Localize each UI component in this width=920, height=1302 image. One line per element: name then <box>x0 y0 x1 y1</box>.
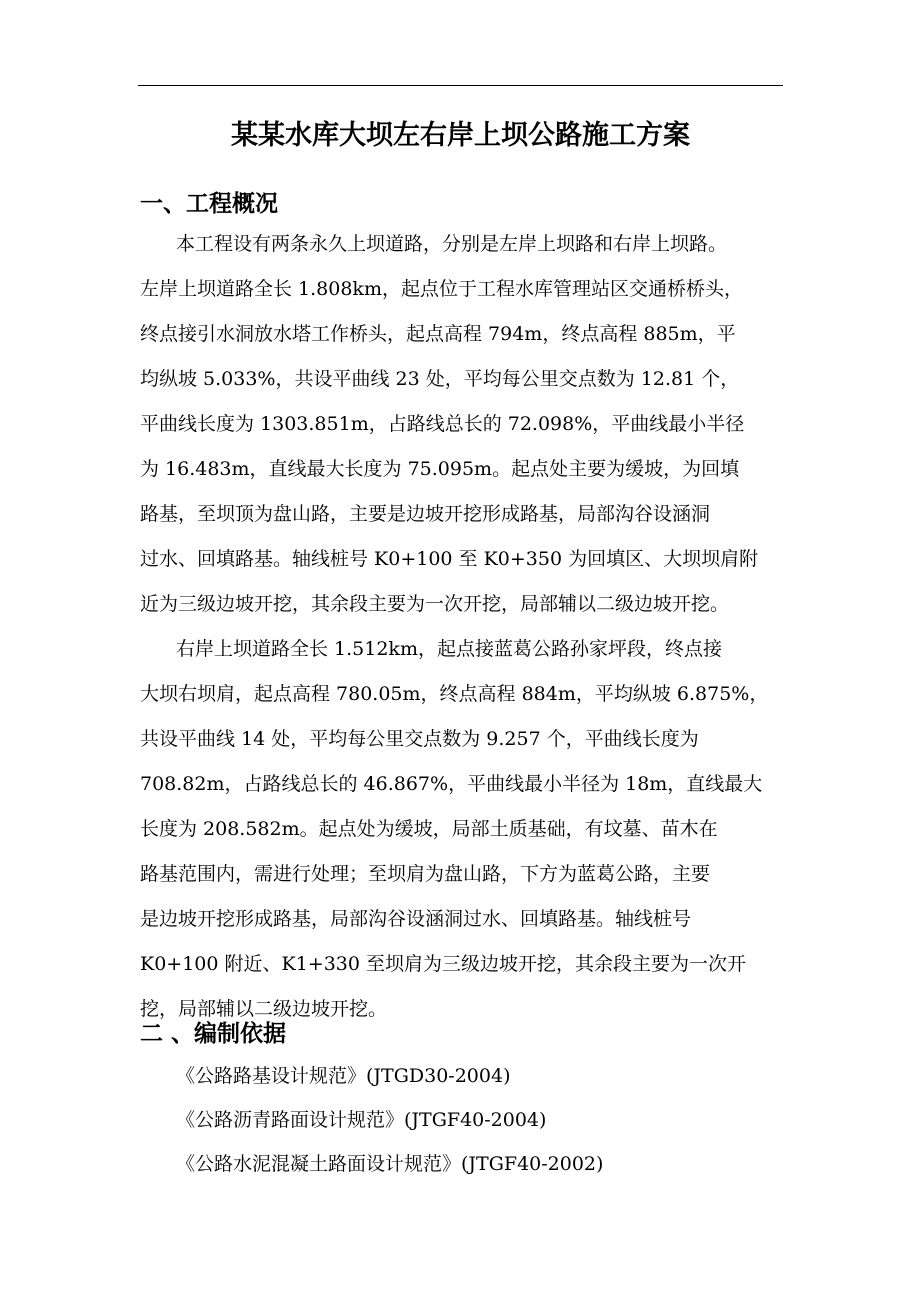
body-line: 路基，至坝顶为盘山路，主要是边坡开挖形成路基，局部沟谷设涵洞 <box>140 503 711 525</box>
body-line: 长度为 208.582m。起点处为缓坡，局部土质基础，有坟墓、苗木在 <box>140 818 718 840</box>
body-line: 均纵坡 5.033%，共设平曲线 23 处，平均每公里交点数为 12.81 个， <box>140 368 740 390</box>
body-line: 708.82m，占路线总长的 46.867%，平曲线最小半径为 18m，直线最大 <box>140 773 763 795</box>
body-line: K0+100 附近、K1+330 至坝肩为三级边坡开挖，其余段主要为一次开 <box>140 953 747 975</box>
body-line: 本工程设有两条永久上坝道路，分别是左岸上坝路和右岸上坝路。 <box>176 233 728 255</box>
reference-item: 《公路路基设计规范》(JTGD30-2004) <box>176 1065 511 1087</box>
body-line: 是边坡开挖形成路基，局部沟谷设涵洞过水、回填路基。轴线桩号 <box>140 908 692 930</box>
body-line: 共设平曲线 14 处，平均每公里交点数为 9.257 个，平曲线长度为 <box>140 728 699 750</box>
section-heading-basis: 二 、编制依据 <box>140 1021 287 1047</box>
body-line: 挖，局部辅以二级边坡开挖。 <box>140 998 388 1020</box>
body-line: 终点接引水洞放水塔工作桥头，起点高程 794m，终点高程 885m，平 <box>140 323 736 345</box>
section-heading-overview: 一、工程概况 <box>140 191 278 217</box>
body-line: 近为三级边坡开挖，其余段主要为一次开挖，局部辅以二级边坡开挖。 <box>140 593 730 615</box>
reference-item: 《公路水泥混凝土路面设计规范》(JTGF40-2002) <box>176 1153 604 1175</box>
header-rule <box>138 85 783 86</box>
body-line: 右岸上坝道路全长 1.512km，起点接蓝葛公路孙家坪段，终点接 <box>176 638 722 660</box>
body-line: 路基范围内，需进行处理；至坝肩为盘山路，下方为蓝葛公路，主要 <box>140 863 711 885</box>
body-line: 为 16.483m，直线最大长度为 75.095m。起点处主要为缓坡，为回填 <box>140 458 740 480</box>
body-line: 过水、回填路基。轴线桩号 K0+100 至 K0+350 为回填区、大坝坝肩附 <box>140 548 759 570</box>
body-line: 平曲线长度为 1303.851m，占路线总长的 72.098%，平曲线最小半径 <box>140 413 745 435</box>
reference-item: 《公路沥青路面设计规范》(JTGF40-2004) <box>176 1109 547 1131</box>
body-line: 左岸上坝道路全长 1.808km，起点位于工程水库管理站区交通桥桥头， <box>140 278 743 300</box>
body-line: 大坝右坝肩，起点高程 780.05m，终点高程 884m，平均纵坡 6.875%， <box>140 683 769 705</box>
document-title: 某某水库大坝左右岸上坝公路施工方案 <box>231 120 690 151</box>
